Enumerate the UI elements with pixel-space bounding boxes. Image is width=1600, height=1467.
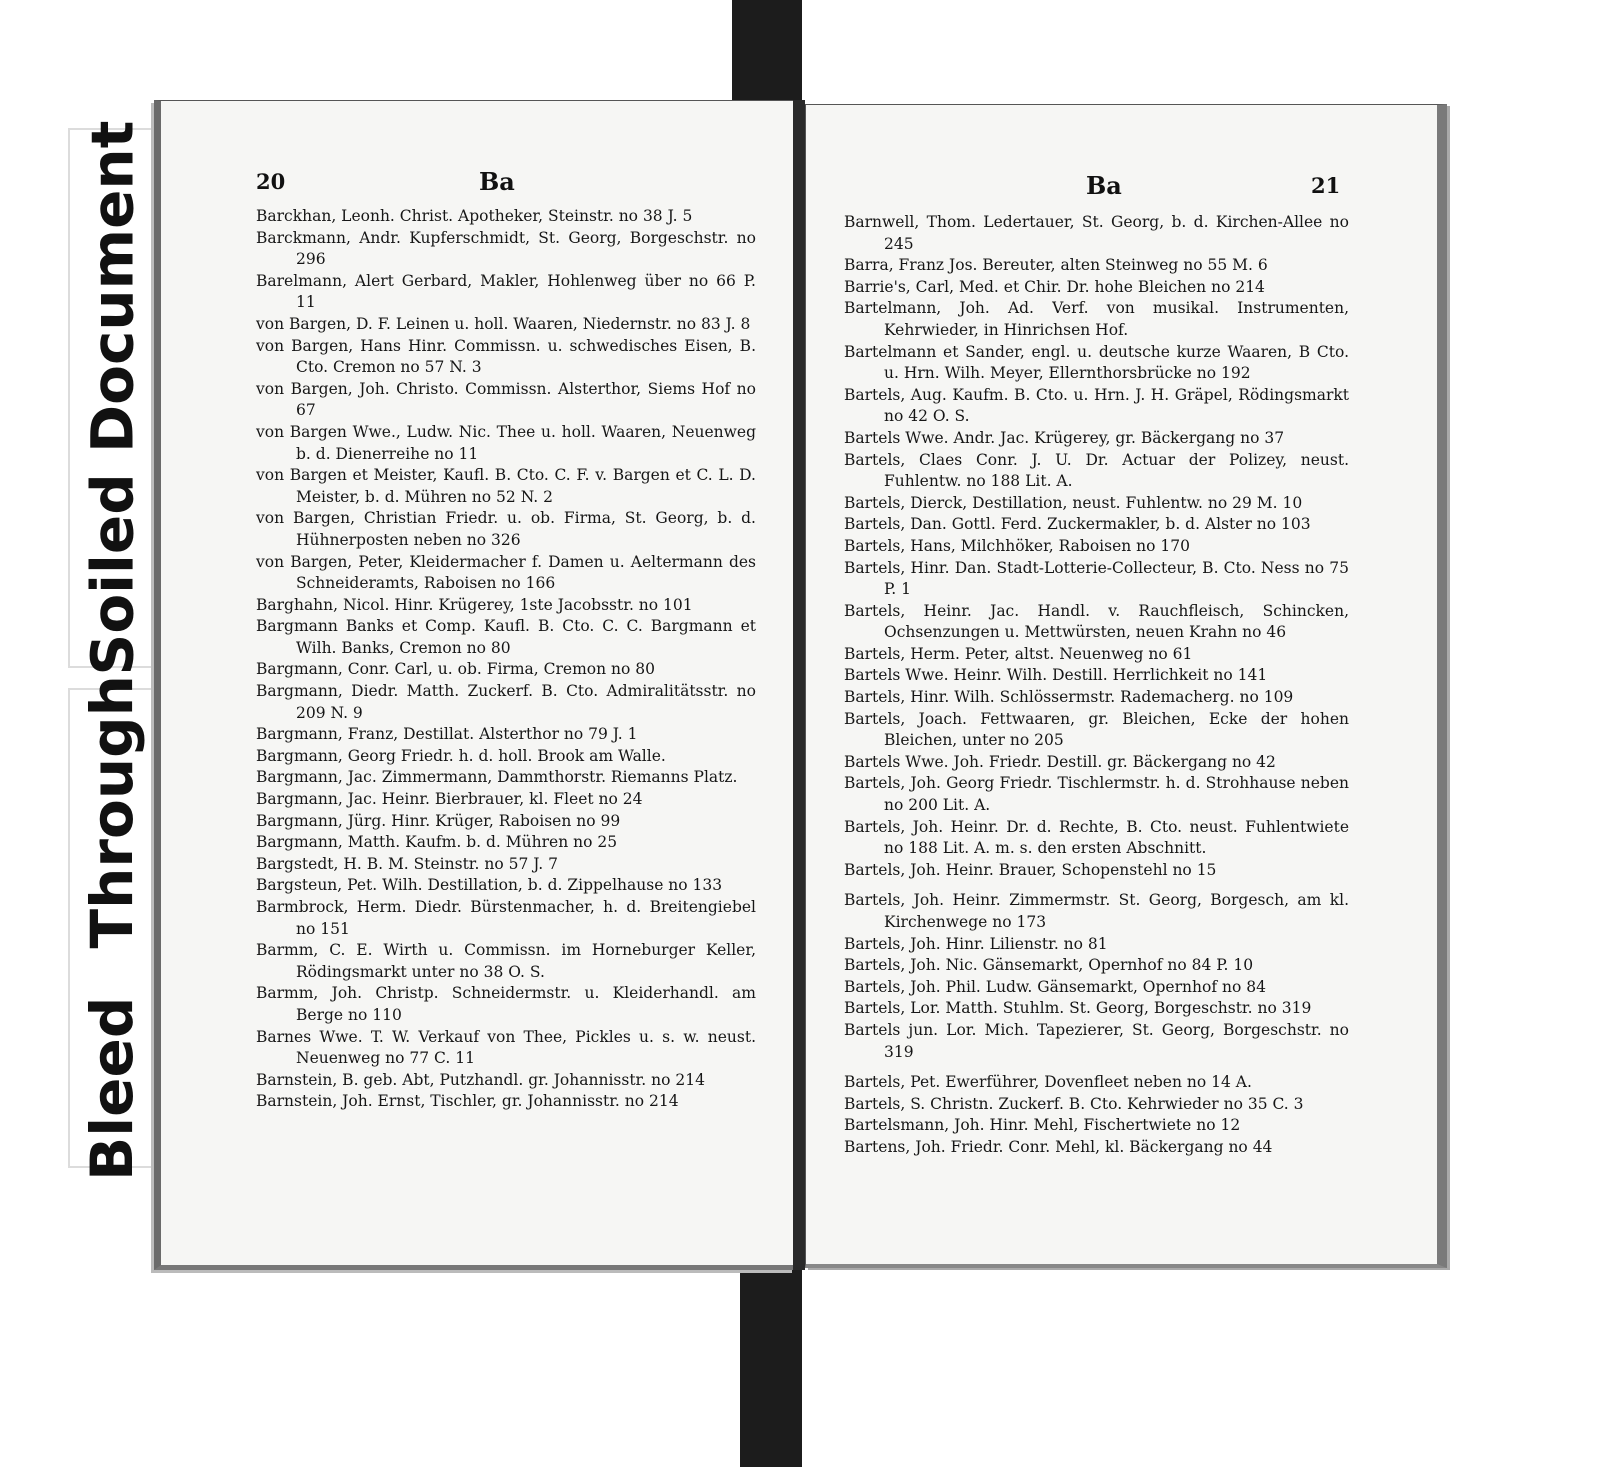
directory-entry: Bartels, Joh. Nic. Gänsemarkt, Opernhof no 84 P. 10 — [844, 956, 1254, 975]
directory-entry: Bartels, S. Christn. Zuckerf. B. Cto. Kehrwieder no 35 C. 3 — [844, 1094, 1304, 1113]
directory-entry: Bartels, Dan. Gottl. Ferd. Zuckermakler, b. d. Alster no 103 — [844, 515, 1311, 534]
directory-entry: Barnstein, Joh. Ernst, Tischler, gr. Johannisstr. no 214 — [256, 1092, 679, 1111]
directory-entry: Bartels, Hinr. Wilh. Schlössermstr. Rademacherg. no 109 — [844, 688, 1294, 707]
directory-entry: von Bargen, Hans Hinr. Commissn. u. schwedisches Eisen, B. Cto. Cremon no 57 N. 3 — [256, 336, 756, 377]
page-number-left: 20 — [256, 169, 286, 194]
directory-entry: Barckmann, Andr. Kupferschmidt, St. Georg, Borgeschstr. no 296 — [256, 228, 756, 269]
directory-entry: Bargmann, Matth. Kaufm. b. d. Mühren no 25 — [256, 833, 618, 852]
directory-entry: Barnstein, B. geb. Abt, Putzhandl. gr. Johannisstr. no 214 — [256, 1070, 705, 1089]
directory-entry: Bartels, Joach. Fettwaaren, gr. Bleichen, Ecke der hohen Bleichen, unter no 205 — [844, 709, 1349, 750]
directory-entry: Bartels, Hinr. Dan. Stadt-Lotterie-Collecteur, B. Cto. Ness no 75 P. 1 — [844, 558, 1349, 599]
directory-entry: Bartels Wwe. Heinr. Wilh. Destill. Herrlichkeit no 141 — [844, 666, 1268, 685]
directory-entry: Bartels, Heinr. Jac. Handl. v. Rauchfleisch, Schincken, Ochsenzungen u. Mettwürsten, neuen Krahn no 46 — [844, 601, 1349, 642]
directory-entry: Barmm, C. E. Wirth u. Commissn. im Horneburger Keller, Rödingsmarkt unter no 38 O. S. — [256, 941, 756, 981]
directory-entry: von Bargen Wwe., Ludw. Nic. Thee u. holl. Waaren, Neuenweg b. d. Dienerreihe no 11 — [256, 422, 756, 463]
binding-strip-bottom — [740, 1258, 802, 1467]
directory-entry: Bargmann, Jac. Zimmermann, Dammthorstr. Riemanns Platz. — [256, 768, 738, 787]
directory-entry: Bartels jun. Lor. Mich. Tapezierer, St. Georg, Borgeschstr. no 319 — [844, 1020, 1349, 1061]
directory-entry: Bartels Wwe. Andr. Jac. Krügerey, gr. Bäckergang no 37 — [844, 428, 1285, 447]
directory-entry: Barrie's, Carl, Med. et Chir. Dr. hohe Bleichen no 214 — [844, 277, 1265, 296]
directory-entry: von Bargen et Meister, Kaufl. B. Cto. C. F. v. Bargen et C. L. D. Meister, b. d. Mühren no 52 N. 2 — [256, 466, 756, 506]
directory-entry: Bartens, Joh. Friedr. Conr. Mehl, kl. Bäckergang no 44 — [844, 1137, 1273, 1156]
directory-entry: von Bargen, Peter, Kleidermacher f. Damen u. Aeltermann des Schneideramts, Raboisen no 166 — [256, 552, 756, 593]
directory-entries-right — [844, 212, 1349, 1159]
directory-entries-left — [256, 206, 756, 1113]
directory-entry: Barmm, Joh. Christp. Schneidermstr. u. Kleiderhandl. am Berge no 110 — [256, 984, 756, 1024]
binding-strip-top — [732, 0, 802, 112]
right-page — [805, 104, 1447, 1268]
directory-entry: Bartels, Joh. Phil. Ludw. Gänsemarkt, Opernhof no 84 — [844, 977, 1266, 996]
directory-entry: Barghahn, Nicol. Hinr. Krügerey, 1ste Jacobsstr. no 101 — [256, 595, 693, 614]
directory-entry: Barelmann, Alert Gerbard, Makler, Hohlenweg über no 66 P. 11 — [256, 271, 756, 312]
directory-entry: Bartels, Dierck, Destillation, neust. Fuhlentw. no 29 M. 10 — [844, 493, 1303, 512]
soiled-document-label: Soiled Document — [78, 120, 147, 676]
directory-entry: Barnwell, Thom. Ledertauer, St. Georg, b. d. Kirchen-Allee no 245 — [844, 213, 1349, 253]
directory-entry: Bargmann, Jürg. Hinr. Krüger, Raboisen no 99 — [256, 811, 621, 830]
directory-entry: Bartels, Joh. Heinr. Dr. d. Rechte, B. Cto. neust. Fuhlentwiete no 188 Lit. A. m. s. den ersten Abschnitt. — [844, 817, 1349, 858]
directory-entry: Bargmann, Diedr. Matth. Zuckerf. B. Cto. Admiralitätsstr. no 209 N. 9 — [256, 682, 756, 722]
directory-entry: Bargstedt, H. B. M. Steinstr. no 57 J. 7 — [256, 854, 558, 873]
directory-entry: Bartels, Herm. Peter, altst. Neuenweg no 61 — [844, 644, 1193, 663]
directory-entry: von Bargen, Joh. Christo. Commissn. Alsterthor, Siems Hof no 67 — [256, 379, 756, 420]
bleed-through-stamp — [68, 675, 156, 1181]
directory-entry: Bartels, Joh. Heinr. Zimmermstr. St. Georg, Borgesch, am kl. Kirchenwege no 173 — [844, 891, 1349, 931]
directory-entry: Bargmann, Jac. Heinr. Bierbrauer, kl. Fleet no 24 — [256, 790, 643, 809]
directory-entry: Bartels, Hans, Milchhöker, Raboisen no 170 — [844, 536, 1190, 555]
directory-entry: Bargmann Banks et Comp. Kaufl. B. Cto. C. C. Bargmann et Wilh. Banks, Cremon no 80 — [256, 617, 756, 657]
directory-entry: Bartels, Pet. Ewerführer, Dovenfleet neben no 14 A. — [844, 1073, 1252, 1092]
directory-entry: Bartels, Aug. Kaufm. B. Cto. u. Hrn. J. H. Gräpel, Rödingsmarkt no 42 O. S. — [844, 385, 1349, 426]
directory-entry: Bartels Wwe. Joh. Friedr. Destill. gr. Bäckergang no 42 — [844, 752, 1276, 771]
directory-entry: Bartelmann, Joh. Ad. Verf. von musikal. Instrumenten, Kehrwieder, in Hinrichsen Hof. — [844, 299, 1349, 339]
directory-entry: Bartels, Joh. Georg Friedr. Tischlermstr. h. d. Strohhause neben no 200 Lit. A. — [844, 774, 1349, 815]
directory-entry: Barckhan, Leonh. Christ. Apotheker, Steinstr. no 38 J. 5 — [256, 207, 693, 225]
directory-entry: Bartels, Lor. Matth. Stuhlm. St. Georg, Borgeschstr. no 319 — [844, 999, 1312, 1018]
directory-entry: Barmbrock, Herm. Diedr. Bürstenmacher, h. d. Breitengiebel no 151 — [256, 898, 756, 938]
soiled-document-stamp — [68, 120, 156, 676]
directory-entry: Bartelmann et Sander, engl. u. deutsche kurze Waaren, B Cto. u. Hrn. Wilh. Meyer, Ellernthorsbrücke no 192 — [844, 342, 1349, 383]
book-gutter — [793, 100, 805, 1270]
directory-entry: Bartelsmann, Joh. Hinr. Mehl, Fischertwiete no 12 — [844, 1116, 1241, 1135]
running-header-right: Ba — [1086, 171, 1122, 200]
bleed-through-label: Bleed Through — [78, 675, 147, 1181]
directory-entry: Bartels, Joh. Hinr. Lilienstr. no 81 — [844, 934, 1108, 953]
directory-entry: Bartels, Claes Conr. J. U. Dr. Actuar der Polizey, neust. Fuhlentw. no 188 Lit. A. — [844, 450, 1349, 491]
directory-entry: Barnes Wwe. T. W. Verkauf von Thee, Pickles u. s. w. neust. Neuenweg no 77 C. 11 — [256, 1027, 756, 1068]
directory-entry: Bargsteun, Pet. Wilh. Destillation, b. d. Zippelhause no 133 — [256, 876, 723, 895]
directory-entry: Bartels, Joh. Heinr. Brauer, Schopenstehl no 15 — [844, 860, 1217, 879]
page-number-right: 21 — [1311, 173, 1341, 198]
directory-entry: von Bargen, Christian Friedr. u. ob. Firma, St. Georg, b. d. Hühnerposten neben no 326 — [256, 509, 756, 549]
directory-entry: Bargmann, Conr. Carl, u. ob. Firma, Cremon no 80 — [256, 660, 655, 679]
left-page — [154, 100, 795, 1270]
directory-entry: von Bargen, D. F. Leinen u. holl. Waaren, Niedernstr. no 83 J. 8 — [256, 314, 751, 333]
running-header-left: Ba — [479, 167, 515, 196]
directory-entry: Bargmann, Franz, Destillat. Alsterthor no 79 J. 1 — [256, 725, 638, 744]
directory-entry: Bargmann, Georg Friedr. h. d. holl. Brook am Walle. — [256, 746, 666, 765]
directory-entry: Barra, Franz Jos. Bereuter, alten Steinweg no 55 M. 6 — [844, 256, 1268, 275]
